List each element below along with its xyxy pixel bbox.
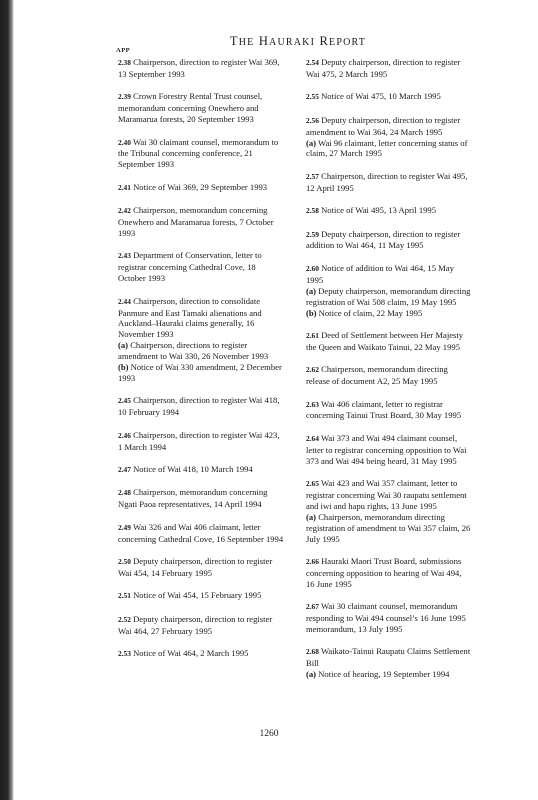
subitem-text: Chairperson, memorandum directing registration of amendment to Wai 357 claim, 26 July 1995 xyxy=(306,511,471,544)
subitem-letter: (a) xyxy=(306,137,317,148)
entry-subitem xyxy=(306,512,472,545)
document-entry xyxy=(306,57,472,80)
subitem-text: Wai 96 claimant, letter concerning status of claim, 27 March 1995 xyxy=(306,137,468,159)
left-column xyxy=(118,57,284,671)
entry-text: Wai 30 claimant counsel, memorandum to the Tribunal concerning conference, 21 September 1993 xyxy=(118,136,279,170)
entry-number: 2.45 xyxy=(118,396,131,406)
entry-number: 2.47 xyxy=(118,464,131,474)
subitem-letter: (a) xyxy=(306,511,317,522)
entry-number: 2.44 xyxy=(118,296,131,306)
entry-text: Notice of Wai 495, 13 April 1995 xyxy=(321,205,437,216)
running-header xyxy=(118,34,478,49)
entry-text: Chairperson, direction to register Wai 369, 13 September 1993 xyxy=(118,57,280,79)
entry-number: 2.67 xyxy=(306,602,319,612)
entry-number: 2.39 xyxy=(118,92,131,102)
entry-number: 2.55 xyxy=(306,92,319,102)
entry-number: 2.38 xyxy=(118,58,131,67)
entry-text: Deputy chairperson, direction to register Wai 475, 2 March 1995 xyxy=(306,57,461,79)
entry-number: 2.57 xyxy=(306,171,319,181)
subitem-letter: (a) xyxy=(306,285,317,296)
subitem-text: Notice of Wai 330 amendment, 2 December 1993 xyxy=(118,362,282,383)
document-entry xyxy=(118,430,284,453)
entry-text: Chairperson, memorandum directing release of document A2, 25 May 1995 xyxy=(306,364,448,387)
subitem-letter: (a) xyxy=(118,340,129,351)
document-entry xyxy=(306,91,472,103)
entry-text: Chairperson, memorandum concerning Ngati Paoa representatives, 14 April 1994 xyxy=(118,487,268,510)
entry-text: Chairperson, memorandum concerning Onewhero and Maramarua forests, 7 October 1993 xyxy=(118,205,274,238)
document-entry xyxy=(306,399,472,422)
right-column xyxy=(306,57,472,692)
entry-text: Wai 406 claimant, letter to registrar concerning Tainui Trust Board, 30 May 1995 xyxy=(306,398,462,421)
entry-number: 2.56 xyxy=(306,115,319,125)
entry-number: 2.66 xyxy=(306,557,319,566)
entry-number: 2.52 xyxy=(118,614,131,624)
entry-number: 2.50 xyxy=(118,557,131,566)
entry-number: 2.59 xyxy=(306,229,319,239)
document-entry xyxy=(306,263,472,319)
header-title-cap-h: H xyxy=(258,34,270,48)
entry-text: Department of Conservation, letter to registrar concerning Cathedral Cove, 18 October 1993 xyxy=(118,250,262,284)
document-entry xyxy=(306,646,472,680)
entry-text: Chairperson, direction to register Wai 418, 10 February 1994 xyxy=(118,395,280,418)
subitem-text: Chairperson, directions to register amendment to Wai 330, 26 November 1993 xyxy=(118,340,269,362)
subitem-text: Notice of claim, 22 May 1995 xyxy=(318,307,423,318)
document-entry xyxy=(118,395,284,418)
header-title-cap-t: T xyxy=(229,34,239,48)
entry-text: Deputy chairperson, direction to register Wai 464, 27 February 1995 xyxy=(118,613,273,636)
entry-text: Deputy chairperson, direction to register Wai 454, 14 February 1995 xyxy=(118,556,273,578)
entry-number: 2.40 xyxy=(118,137,131,147)
scan-edge-shadow xyxy=(0,0,14,800)
entry-text: Chairperson, direction to register Wai 423, 1 March 1994 xyxy=(118,429,280,452)
entry-number: 2.41 xyxy=(118,182,131,192)
document-entry xyxy=(118,205,284,239)
entry-text: Waikato-Tainui Raupatu Claims Settlement Bill xyxy=(306,646,471,669)
entry-text: Notice of Wai 369, 29 September 1993 xyxy=(133,181,268,192)
document-entry xyxy=(118,250,284,284)
subitem-text: Notice of hearing, 19 September 1994 xyxy=(318,669,450,680)
entry-text: Deputy chairperson, direction to register amendment to Wai 364, 24 March 1995 xyxy=(306,114,461,137)
entry-number: 2.42 xyxy=(118,206,131,216)
entry-number: 2.53 xyxy=(118,649,131,659)
entry-text: Wai 326 and Wai 406 claimant, letter concerning Cathedral Cove, 16 September 1994 xyxy=(118,521,284,544)
entry-subitem xyxy=(306,308,472,319)
header-title-small-3: EPORT xyxy=(329,37,367,48)
entry-number: 2.51 xyxy=(118,591,131,601)
document-entry xyxy=(118,137,284,171)
entry-text: Crown Forestry Rental Trust counsel, memorandum concerning Onewhero and Maramarua forests, 20 September 1993 xyxy=(118,91,263,125)
entry-number: 2.62 xyxy=(306,365,319,375)
entry-text: Deed of Settlement between Her Majesty the Queen and Waikato Tainui, 22 May 1995 xyxy=(306,329,464,352)
entry-text: Hauraki Maori Trust Board, submissions concerning opposition to hearing of Wai 494, 16 June 1995 xyxy=(306,556,462,589)
entry-number: 2.61 xyxy=(306,330,319,340)
entry-number: 2.43 xyxy=(118,251,131,261)
entry-number: 2.48 xyxy=(118,488,131,498)
document-entry xyxy=(306,205,472,217)
entry-subitem xyxy=(306,669,472,680)
entry-number: 2.64 xyxy=(306,433,319,443)
header-title-small-1: HE xyxy=(238,37,255,48)
subitem-letter: (a) xyxy=(306,669,317,680)
subitem-text: Deputy chairperson, memorandum directing registration of Wai 508 claim, 19 May 1995 xyxy=(306,285,471,307)
document-entry xyxy=(306,433,472,467)
entry-text: Chairperson, direction to consolidate Panmure and East Tamaki alienations and Auckland–Hauraki claims generally, 16 November 1993 xyxy=(118,295,262,340)
document-entry xyxy=(118,556,284,579)
document-entry xyxy=(118,464,284,476)
document-entry xyxy=(306,330,472,353)
entry-number: 2.60 xyxy=(306,263,319,273)
entry-number: 2.54 xyxy=(306,58,319,67)
document-entry xyxy=(118,590,284,602)
document-entry xyxy=(118,487,284,510)
subitem-letter: (b) xyxy=(306,307,317,318)
entry-text: Wai 373 and Wai 494 claimant counsel, letter to registrar concerning opposition to Wai 373 and Wai 494 being heard, 31 May 1995 xyxy=(306,432,467,466)
document-entry xyxy=(118,296,284,384)
entry-number: 2.68 xyxy=(306,647,319,657)
document-entry xyxy=(118,648,284,660)
document-entry xyxy=(118,57,284,80)
entry-number: 2.63 xyxy=(306,399,319,409)
entry-number: 2.65 xyxy=(306,479,319,489)
header-title-cap-r: R xyxy=(319,34,330,48)
document-entry xyxy=(118,91,284,125)
subitem-letter: (b) xyxy=(118,362,129,373)
entry-text: Wai 423 and Wai 357 claimant, letter to registrar concerning Wai 30 raupatu settlement and iwi and hapu rights, 13 June 1995 xyxy=(306,478,467,511)
entry-text: Notice of Wai 464, 2 March 1995 xyxy=(133,648,249,659)
entry-text: Notice of addition to Wai 464, 15 May 1995 xyxy=(306,262,454,285)
entry-text: Wai 30 claimant counsel, memorandum responding to Wai 494 counsel’s 16 June 1995 memorandum, 13 July 1995 xyxy=(306,601,466,635)
entry-text: Chairperson, direction to register Wai 495, 12 April 1995 xyxy=(306,170,468,193)
document-entry xyxy=(306,364,472,387)
entry-subitem xyxy=(118,362,284,384)
entry-number: 2.58 xyxy=(306,206,319,216)
document-entry xyxy=(306,556,472,590)
document-entry xyxy=(118,522,284,545)
document-entry xyxy=(306,229,472,252)
entry-text: Notice of Wai 454, 15 February 1995 xyxy=(133,590,262,601)
document-entry xyxy=(118,182,284,194)
header-title-small-2: AURAKI xyxy=(269,37,316,48)
entry-subitem xyxy=(306,138,472,160)
entry-text: Notice of Wai 418, 10 March 1994 xyxy=(133,463,253,474)
document-entry xyxy=(306,601,472,635)
entry-subitem xyxy=(118,340,284,362)
entry-number: 2.46 xyxy=(118,430,131,440)
entry-subitem xyxy=(306,286,472,308)
entry-number: 2.49 xyxy=(118,522,131,532)
document-entry xyxy=(118,614,284,637)
document-entry xyxy=(306,478,472,544)
appendix-label: APP xyxy=(116,47,131,54)
document-entry xyxy=(306,171,472,194)
entry-text: Notice of Wai 475, 10 March 1995 xyxy=(321,91,441,102)
entry-text: Deputy chairperson, direction to register addition to Wai 464, 11 May 1995 xyxy=(306,228,461,251)
document-entry xyxy=(306,115,472,160)
page-number: 1260 xyxy=(259,729,279,739)
